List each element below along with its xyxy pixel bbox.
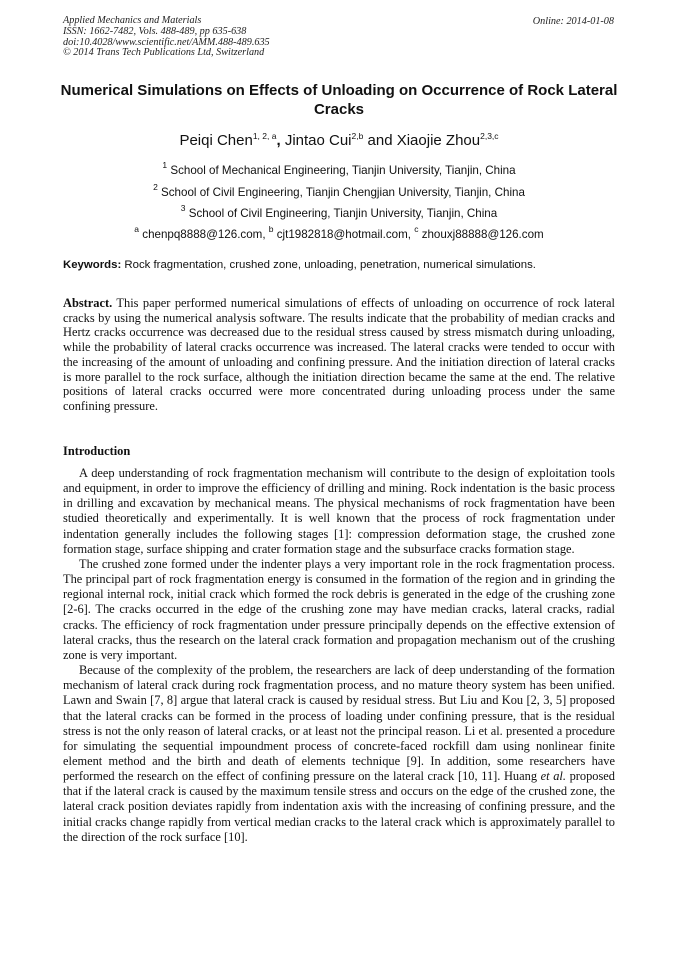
email-b: cjt1982818@hotmail.com, xyxy=(276,228,415,241)
keywords-text: Rock fragmentation, crushed zone, unloading, penetration, numerical simulations. xyxy=(121,259,536,271)
email-sup: a xyxy=(134,224,140,234)
affiliation-3 xyxy=(0,201,678,221)
affiliation-sup: 3 xyxy=(180,203,186,213)
author-affil-sup: 2,3,c xyxy=(480,131,499,141)
journal-name: Applied Mechanics and Materials xyxy=(63,15,202,26)
email-line xyxy=(0,222,678,242)
paragraph-text: Because of the complexity of the problem, the researchers are lack of deep understanding of the formation mechanism of lateral crack during rock fragmentation process, and no mature theory system has been unified. Lawn and Swain [7, 8] argue that lateral crack is caused by residual stress. But Liu and Kou [2, 3, 5] proposed that the lateral cracks can be formed in the process of loading under confining pressure, that is the residual stress is not the only reason of lateral cracks, or at least not the principal reason. Li et al. presented a procedure for simulating the sequential impoundment process of concrete-faced rockfill dam using nonlinear finite element method and the birth and death of elements technique [9]. In addition, some researchers have performed the research on the effect of confining pressure on the lateral crack [10, 11]. Huang xyxy=(63,663,615,784)
keywords-label: Keywords: xyxy=(63,259,122,271)
email-a: chenpq8888@126.com, xyxy=(142,228,269,241)
paper-title: Numerical Simulations on Effects of Unloading on Occurrence of Rock Lateral Cracks xyxy=(60,82,618,118)
affiliation-text: School of Civil Engineering, Tianjin Chengjian University, Tianjin, China xyxy=(161,186,525,199)
paragraph: A deep understanding of rock fragmentation mechanism will contribute to the design of exploitation tools and equipment, in order to improve the efficiency of drilling and mining. Rock indentation is the basic process in drilling and excavation by mechanical means. The physical mechanisms of rock fragmentation have been studied theoretically and experimentally. It is well known that the process of rock fragmentation under indentation generally includes the following stages [1]: compression deformation stage, the crushed zone formation stage, surface shipping and crater formation stage and the subsurface cracks formation stage. xyxy=(63,466,615,556)
affiliation-sup: 2 xyxy=(153,182,158,192)
author-affil-sup: 1, 2, a xyxy=(252,131,277,141)
abstract-label: Abstract. xyxy=(63,296,113,310)
paragraph-text-italic: et al. xyxy=(540,769,566,784)
journal-header xyxy=(63,16,270,59)
introduction-body xyxy=(63,466,615,845)
copyright-line: © 2014 Trans Tech Publications Ltd, Switzerland xyxy=(63,47,265,59)
keywords xyxy=(63,258,623,272)
email-c: zhouxj88888@126.com xyxy=(421,228,544,241)
paragraph xyxy=(63,663,615,845)
affiliation-1 xyxy=(0,158,678,178)
online-date: Online: 2014-01-08 xyxy=(532,16,614,27)
email-sup: c xyxy=(414,224,419,234)
doi-line: doi:10.4028/www.scientific.net/AMM.488-489.635 xyxy=(63,36,270,48)
paragraph-text: proposed that if the lateral crack is caused by the maximum tensile stress and occurs on the edge of the crushed zone, the lateral crack position deviates rapidly from indentation axis with the increasing of confining pressure, and the initial cracks change rapidly from vertical median cracks to the lateral crack which is approximately parallel to the direction of the rock surface [10]. xyxy=(63,769,615,844)
email-sup: b xyxy=(268,224,274,234)
section-heading-introduction: Introduction xyxy=(63,444,131,458)
author-name: Xiaojie Zhou xyxy=(396,132,481,149)
author-separator: , xyxy=(276,132,285,149)
author-separator: and xyxy=(363,132,397,149)
author-affil-sup: 2,b xyxy=(351,131,364,141)
author-list xyxy=(0,127,678,150)
author-name: Jintao Cui xyxy=(284,132,352,149)
author-name: Peiqi Chen xyxy=(179,132,253,149)
affiliation-text: School of Mechanical Engineering, Tianjin University, Tianjin, China xyxy=(170,164,516,177)
paragraph: The crushed zone formed under the indenter plays a very important role in the rock fragmentation process. The principal part of rock fragmentation energy is consumed in the formation of the region and in grinding the regional internal rock, initial crack which formed the rock debris is generated in the edge of the crushing zone [2-6]. The cracks occurred in the edge of the crushing zone may have median cracks, lateral cracks, radial cracks. The efficiency of rock fragmentation under pressure principally depends on the effective extension of lateral cracks, thus the research on the lateral crack formation and propagation mechanism out of the crushing zone is very important. xyxy=(63,556,615,662)
issn-line: ISSN: 1662-7482, Vols. 488-489, pp 635-638 xyxy=(63,25,247,37)
abstract xyxy=(63,296,615,414)
abstract-text: This paper performed numerical simulations of effects of unloading on occurrence of rock lateral cracks by using the numerical analysis software. The results indicate that the probability of median cracks and Hertz cracks occurrence was decreased due to the residual stress caused by stress mismatch during unloading, while the probability of lateral cracks occurrence was increased. The lateral cracks were tended to occur with the increasing of the amount of unloading and confining pressure. And the initiation direction of lateral cracks is more parallel to the rock surface, although the initiation direction became the same at the end. The relative positions of lateral cracks occurred were more concentrated during unloading process under the same confining pressure. xyxy=(63,296,615,413)
affiliation-sup: 1 xyxy=(162,160,168,170)
affiliation-2 xyxy=(0,180,678,200)
affiliation-text: School of Civil Engineering, Tianjin University, Tianjin, China xyxy=(188,207,498,220)
